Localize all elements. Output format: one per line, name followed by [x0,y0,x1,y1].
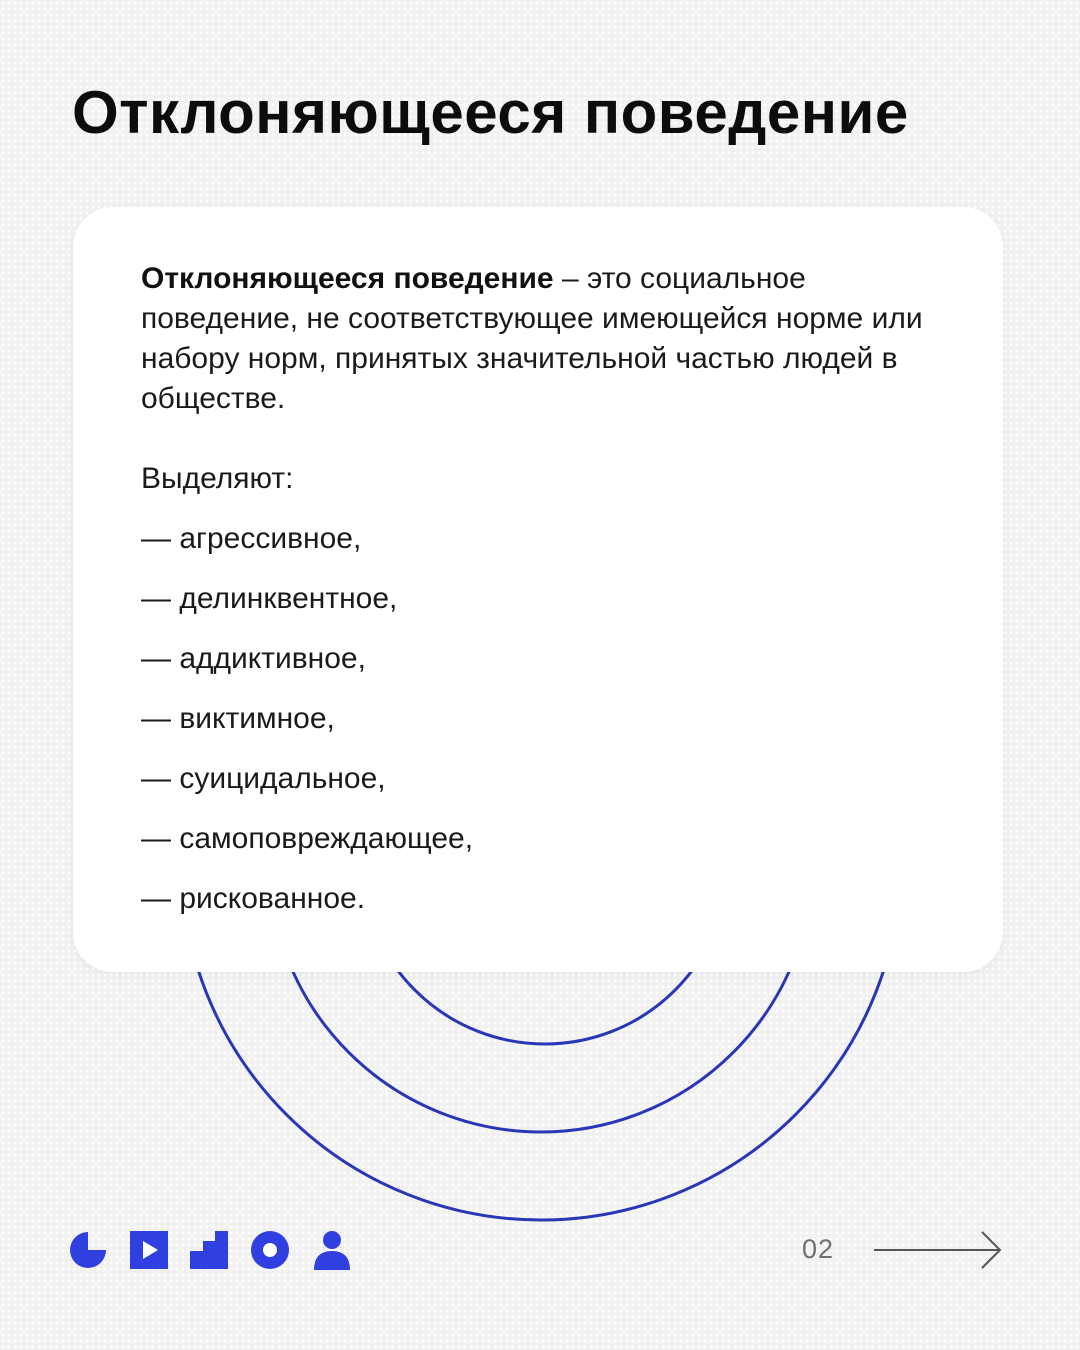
arrow-right-icon[interactable] [872,1228,1004,1272]
definition-term: Отклоняющееся поведение [141,262,554,295]
list-item: — самоповреждающее, [141,822,474,855]
page-number: 02 [802,1234,835,1264]
list-item: — аддиктивное, [141,642,366,675]
list-item: — виктимное, [141,702,335,735]
list-item: — агрессивное, [141,522,362,555]
types-intro: Выделяют: [141,462,294,495]
steps-icon [190,1231,228,1269]
ring-icon [250,1230,290,1270]
pie-icon [68,1230,108,1270]
definition-text: – это социальное поведение, не соответствующее имеющейся норме или набору норм, принятых значительной частью людей в обществе. [141,262,923,415]
behavior-types-list [141,519,937,939]
page-title: Отклоняющееся поведение [72,79,909,146]
definition-paragraph [141,259,937,419]
list-item: — делинквентное, [141,582,398,615]
play-icon [130,1231,168,1269]
definition-card [73,207,1003,972]
footer-icon-row [68,1229,352,1271]
list-item: — суицидальное, [141,762,386,795]
person-icon [312,1230,352,1270]
list-item: — рискованное. [141,882,366,915]
